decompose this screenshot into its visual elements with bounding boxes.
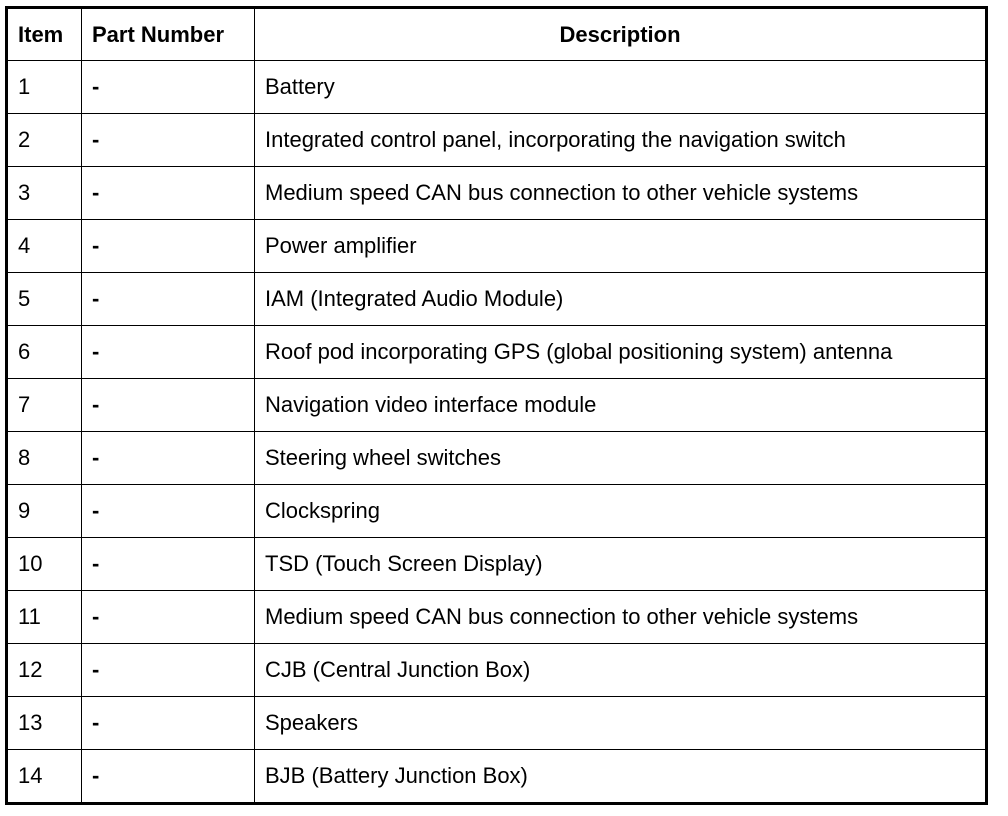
description-cell: Medium speed CAN bus connection to other vehicle systems <box>255 591 987 644</box>
table-row <box>7 538 987 591</box>
description-cell: Clockspring <box>255 485 987 538</box>
table-row <box>7 485 987 538</box>
header-row <box>7 8 987 61</box>
part-number-cell: - <box>82 591 255 644</box>
part-number-cell: - <box>82 273 255 326</box>
header-description: Description <box>255 8 987 61</box>
item-number-cell: 12 <box>7 644 82 697</box>
description-cell: CJB (Central Junction Box) <box>255 644 987 697</box>
description-cell: TSD (Touch Screen Display) <box>255 538 987 591</box>
part-number-cell: - <box>82 379 255 432</box>
table-row <box>7 750 987 804</box>
table-row <box>7 591 987 644</box>
part-number-cell: - <box>82 485 255 538</box>
item-number-cell: 5 <box>7 273 82 326</box>
table-row <box>7 273 987 326</box>
item-number-cell: 3 <box>7 167 82 220</box>
part-number-cell: - <box>82 114 255 167</box>
description-cell: Power amplifier <box>255 220 987 273</box>
table-row <box>7 220 987 273</box>
item-number-cell: 13 <box>7 697 82 750</box>
header-item: Item <box>7 8 82 61</box>
description-cell: BJB (Battery Junction Box) <box>255 750 987 804</box>
item-number-cell: 2 <box>7 114 82 167</box>
description-cell: IAM (Integrated Audio Module) <box>255 273 987 326</box>
item-number-cell: 10 <box>7 538 82 591</box>
description-cell: Integrated control panel, incorporating the navigation switch <box>255 114 987 167</box>
part-number-cell: - <box>82 697 255 750</box>
header-part-number: Part Number <box>82 8 255 61</box>
part-number-cell: - <box>82 167 255 220</box>
parts-table <box>5 6 988 805</box>
item-number-cell: 1 <box>7 61 82 114</box>
part-number-cell: - <box>82 61 255 114</box>
table-body <box>7 61 987 804</box>
table-row <box>7 432 987 485</box>
description-cell: Speakers <box>255 697 987 750</box>
part-number-cell: - <box>82 538 255 591</box>
table-row <box>7 697 987 750</box>
part-number-cell: - <box>82 220 255 273</box>
table-row <box>7 326 987 379</box>
description-cell: Steering wheel switches <box>255 432 987 485</box>
item-number-cell: 6 <box>7 326 82 379</box>
item-number-cell: 11 <box>7 591 82 644</box>
description-cell: Medium speed CAN bus connection to other vehicle systems <box>255 167 987 220</box>
table-row <box>7 114 987 167</box>
part-number-cell: - <box>82 432 255 485</box>
description-cell: Roof pod incorporating GPS (global positioning system) antenna <box>255 326 987 379</box>
part-number-cell: - <box>82 326 255 379</box>
table-row <box>7 644 987 697</box>
part-number-cell: - <box>82 644 255 697</box>
item-number-cell: 8 <box>7 432 82 485</box>
part-number-cell: - <box>82 750 255 804</box>
item-number-cell: 4 <box>7 220 82 273</box>
item-number-cell: 14 <box>7 750 82 804</box>
description-cell: Battery <box>255 61 987 114</box>
item-number-cell: 9 <box>7 485 82 538</box>
table-row <box>7 61 987 114</box>
item-number-cell: 7 <box>7 379 82 432</box>
table-row <box>7 167 987 220</box>
table-row <box>7 379 987 432</box>
description-cell: Navigation video interface module <box>255 379 987 432</box>
